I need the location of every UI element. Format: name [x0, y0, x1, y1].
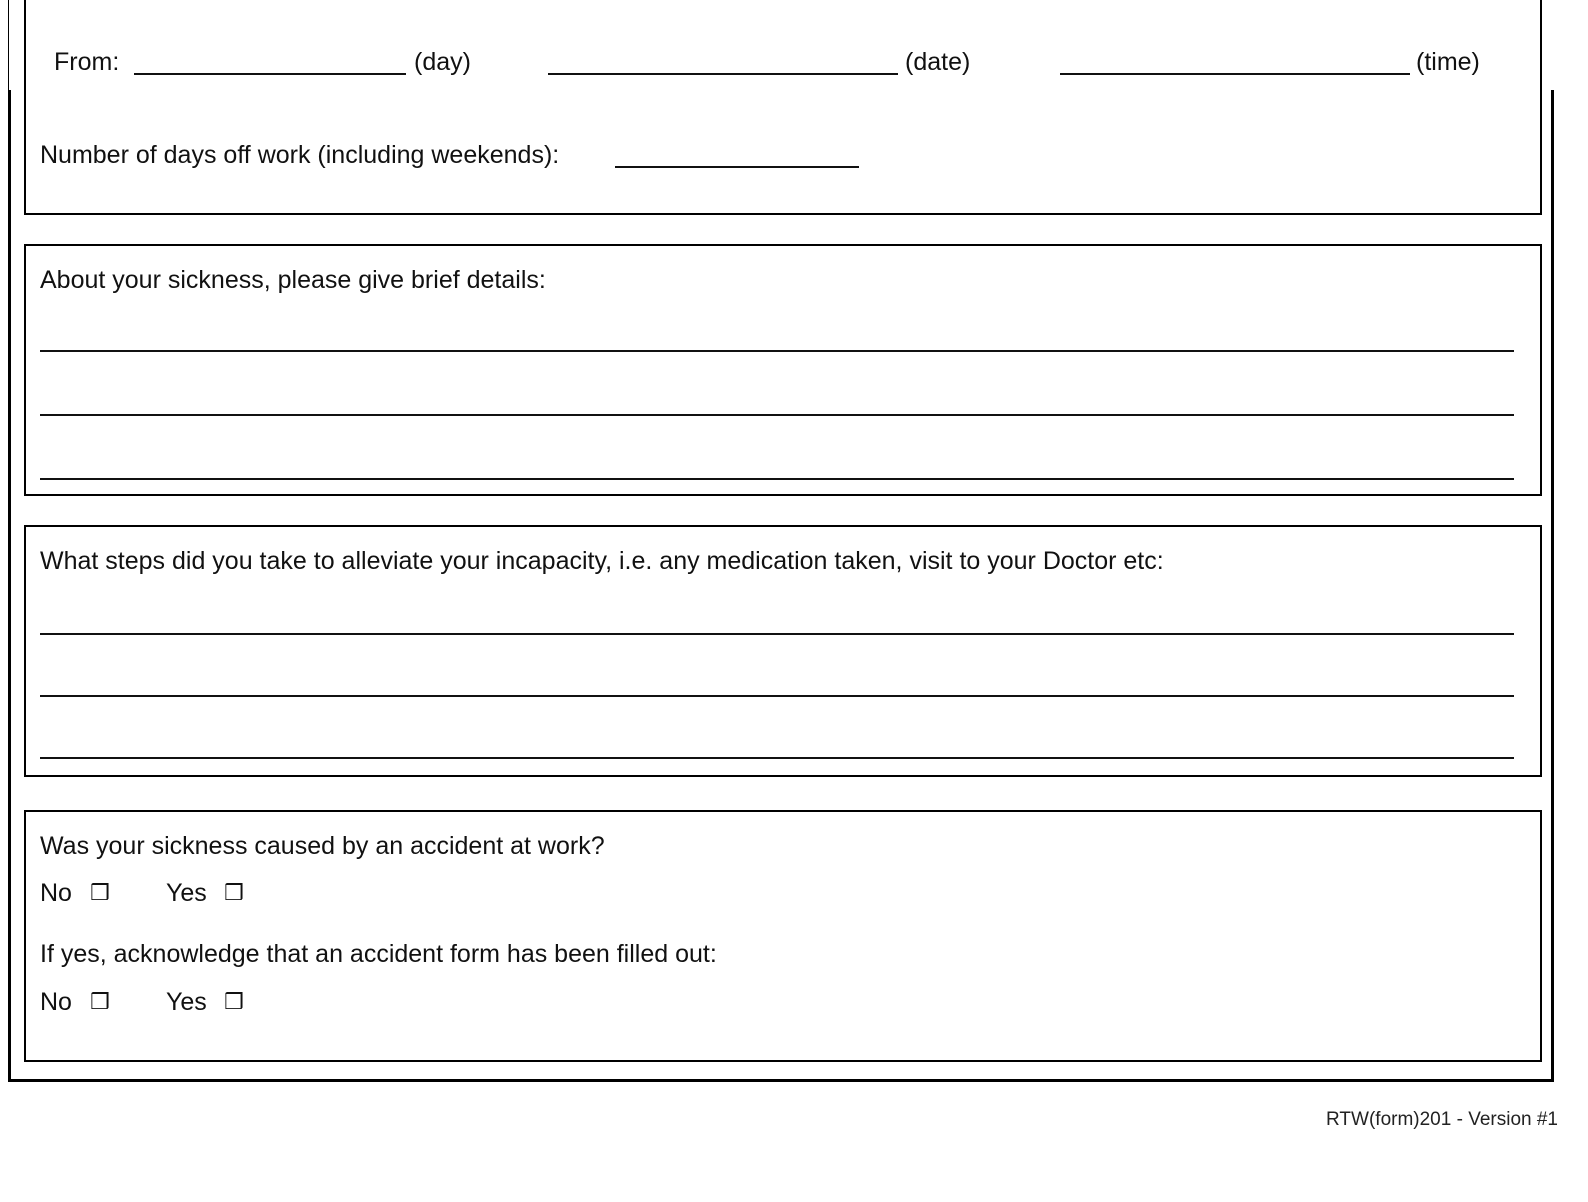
from-time-field[interactable]	[1060, 73, 1410, 75]
steps-taken-box	[24, 525, 1542, 777]
accident-question: Was your sickness caused by an accident at work?	[40, 832, 605, 860]
outer-border-gap-left	[9, 0, 15, 90]
steps-taken-line-3[interactable]	[40, 757, 1514, 759]
accident-box	[24, 810, 1542, 1062]
accident-form-question: If yes, acknowledge that an accident form has been filled out:	[40, 940, 717, 968]
sickness-details-line-3[interactable]	[40, 478, 1514, 480]
sickness-details-line-1[interactable]	[40, 350, 1514, 352]
accident-yes-label: Yes	[166, 879, 207, 907]
absence-period-box	[24, 0, 1542, 215]
sickness-details-line-2[interactable]	[40, 414, 1514, 416]
from-date-field[interactable]	[548, 73, 898, 75]
steps-taken-line-1[interactable]	[40, 633, 1514, 635]
accident-form-yes-label: Yes	[166, 988, 207, 1016]
accident-form-no-checkbox[interactable]: ❒	[90, 990, 110, 1015]
days-off-field[interactable]	[615, 166, 859, 168]
from-day-field[interactable]	[134, 73, 406, 75]
day-label: (day)	[414, 48, 471, 76]
form-version-footer: RTW(form)201 - Version #1	[1326, 1109, 1558, 1130]
accident-form-no-label: No	[40, 988, 72, 1016]
days-off-label: Number of days off work (including weekends):	[40, 141, 560, 169]
from-label: From:	[54, 48, 120, 76]
steps-taken-line-2[interactable]	[40, 695, 1514, 697]
date-label: (date)	[905, 48, 971, 76]
accident-no-checkbox[interactable]: ❒	[90, 881, 110, 906]
steps-taken-prompt: What steps did you take to alleviate your incapacity, i.e. any medication taken, visit to your Doctor etc:	[40, 547, 1164, 575]
time-label: (time)	[1416, 48, 1480, 76]
sickness-details-prompt: About your sickness, please give brief details:	[40, 266, 546, 294]
outer-border-gap-right	[1551, 0, 1557, 90]
sickness-details-box	[24, 244, 1542, 496]
accident-form-yes-checkbox[interactable]: ❒	[224, 990, 244, 1015]
accident-yes-checkbox[interactable]: ❒	[224, 881, 244, 906]
accident-no-label: No	[40, 879, 72, 907]
